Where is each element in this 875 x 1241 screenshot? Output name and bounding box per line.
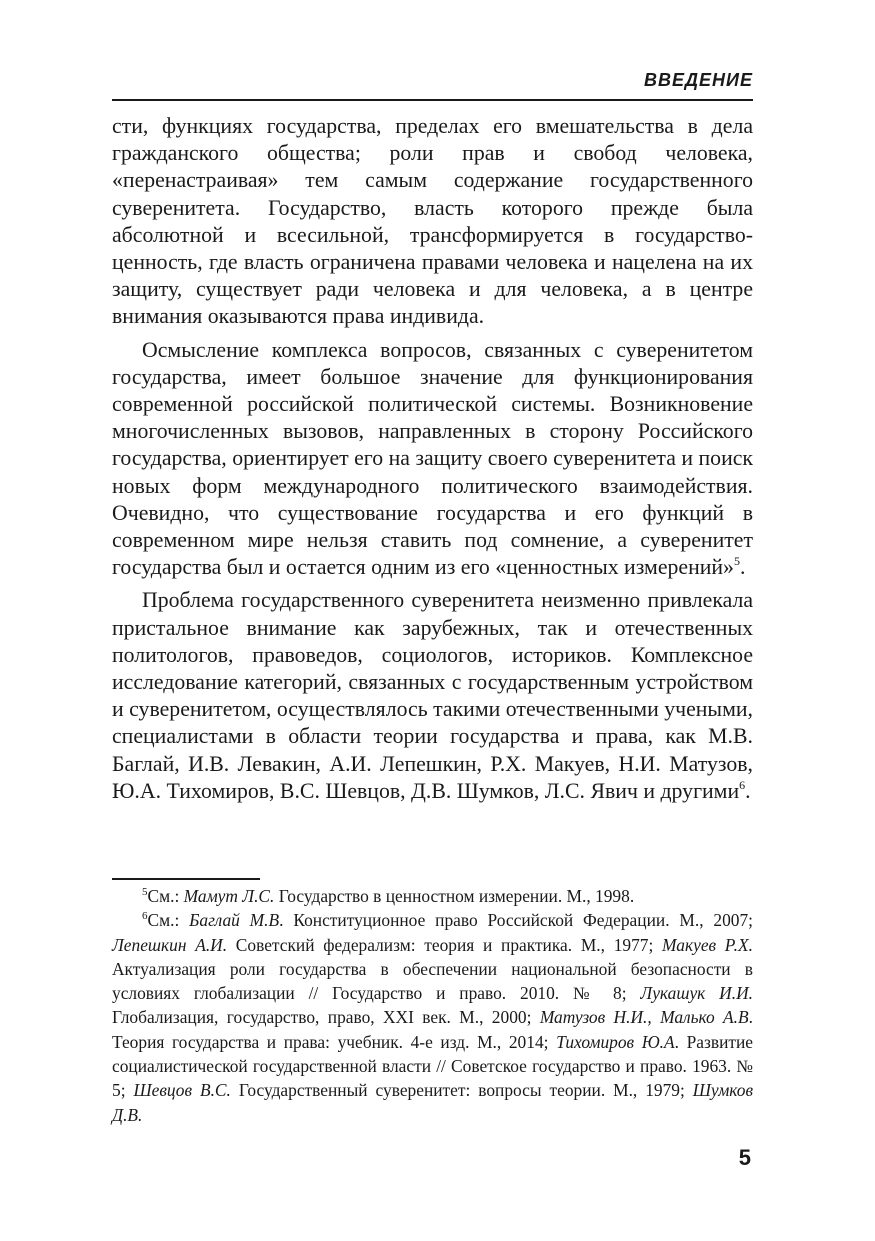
header-rule [112, 99, 753, 101]
footnote-6-author-3: Макуев Р.Х. [662, 934, 753, 955]
footnote-6-author-1: Баглай М.В [189, 910, 280, 931]
footnote-ref-6[interactable]: 6 [739, 777, 746, 792]
footnote-5 [112, 884, 753, 908]
footnote-6-author-2: Лепешкин А.И. [112, 934, 228, 955]
footnote-6-text-1: . Конституционное право Российской Федерации. М., 2007; [279, 910, 753, 931]
footnote-6-text-2: Советский федерализм: теория и практика. М., 1977; [227, 934, 663, 955]
paragraph-2 [112, 337, 753, 582]
footnote-6-text-4: Глобализация, государство, право, XXI век. М., 2000; [112, 1007, 540, 1028]
running-header-title: ВВЕДЕНИЕ [644, 70, 753, 90]
paragraph-1 [112, 113, 753, 331]
paragraph-3 [112, 587, 753, 805]
footnote-6-number: 6 [142, 910, 148, 923]
footnote-6-author-7: Шевцов В.С. [133, 1080, 231, 1101]
footnote-6-author-5: Матузов Н.И., Малько А.В [539, 1007, 749, 1028]
footnote-ref-5[interactable]: 5 [733, 554, 740, 569]
footnote-6-prefix: См.: [147, 910, 190, 931]
footnote-separator [112, 878, 260, 880]
footnote-6-author-4: Лукашук И.И. [640, 983, 753, 1004]
footnote-5-number: 5 [142, 886, 148, 898]
paragraph-2-end: . [739, 555, 746, 580]
page-number: 5 [738, 1145, 751, 1170]
paragraph-3-end: . [745, 778, 751, 803]
footnote-6 [112, 908, 753, 1127]
footnote-5-author: Мамут Л.С. [183, 886, 275, 906]
footnote-6-text-3: Актуализация роли государства в обеспечении национальной безопасности в условиях глобализации // Государство и право. 2010. № 8; [112, 958, 753, 1004]
footnotes [112, 884, 753, 1127]
footnote-5-text: Государство в ценностном измерении. М., 1998. [274, 886, 635, 906]
main-text [112, 113, 753, 805]
paragraph-3-text: Проблема государственного суверенитета неизменно привлекала пристальное внимание как зарубежных, так и отечественных политологов, правоведов, социологов, историков. Комплексное исследование категорий, связанных с государственным устройством и суверенитетом, осуществлялось такими отечественными учеными, специалистами в области теории государства и права, как М.В. Баглай, И.В. Левакин, А.И. Лепешкин, Р.Х. Макуев, Н.И. Матузов, Ю.А. Тихомиров, В.С. Шевцов, Д.В. Шумков, Л.С. Явич и другими [112, 588, 753, 803]
paragraph-2-text: Осмысление комплекса вопросов, связанных с суверенитетом государства, имеет большое значение для функционирования современной российской политической системы. Возникновение многочисленных вызовов, направленных в сторону Российского государства, ориентирует его на защиту своего суверенитета и поиск новых форм международного политического взаимодействия. Очевидно, что существование государства и его функций в современном мире нельзя ставить под сомнение, а суверенитет государства был и остается одним из его «ценностных измерений» [112, 337, 753, 580]
paragraph-1-text: сти, функциях государства, пределах его вмешательства в дела гражданского общества; роли прав и свобод человека, «перенастраивая» тем самым содержание государственного суверенитета. Государство, власть которого прежде была абсолютной и всесильной, трансформируется в государство-ценность, где власть ограничена правами человека и нацелена на их защиту, существует ради человека и для человека, а в центре внимания оказываются права индивида. [112, 114, 753, 329]
footnote-6-text-5: . Теория государства и права: учебник. 4-е изд. М., 2014; [112, 1007, 754, 1052]
footnote-6-author-8: Шумков Д.В. [112, 1080, 754, 1125]
footnote-6-text-7: Государственный суверенитет: вопросы теории. М., 1979; [230, 1080, 693, 1101]
footnote-6-author-6: Тихомиров Ю.А [556, 1031, 675, 1052]
footnote-5-prefix: См.: [147, 886, 184, 906]
footnote-6-text-6: . Развитие социалистической государственной власти // Советское государство и право. 1963. № 5; [112, 1031, 754, 1101]
